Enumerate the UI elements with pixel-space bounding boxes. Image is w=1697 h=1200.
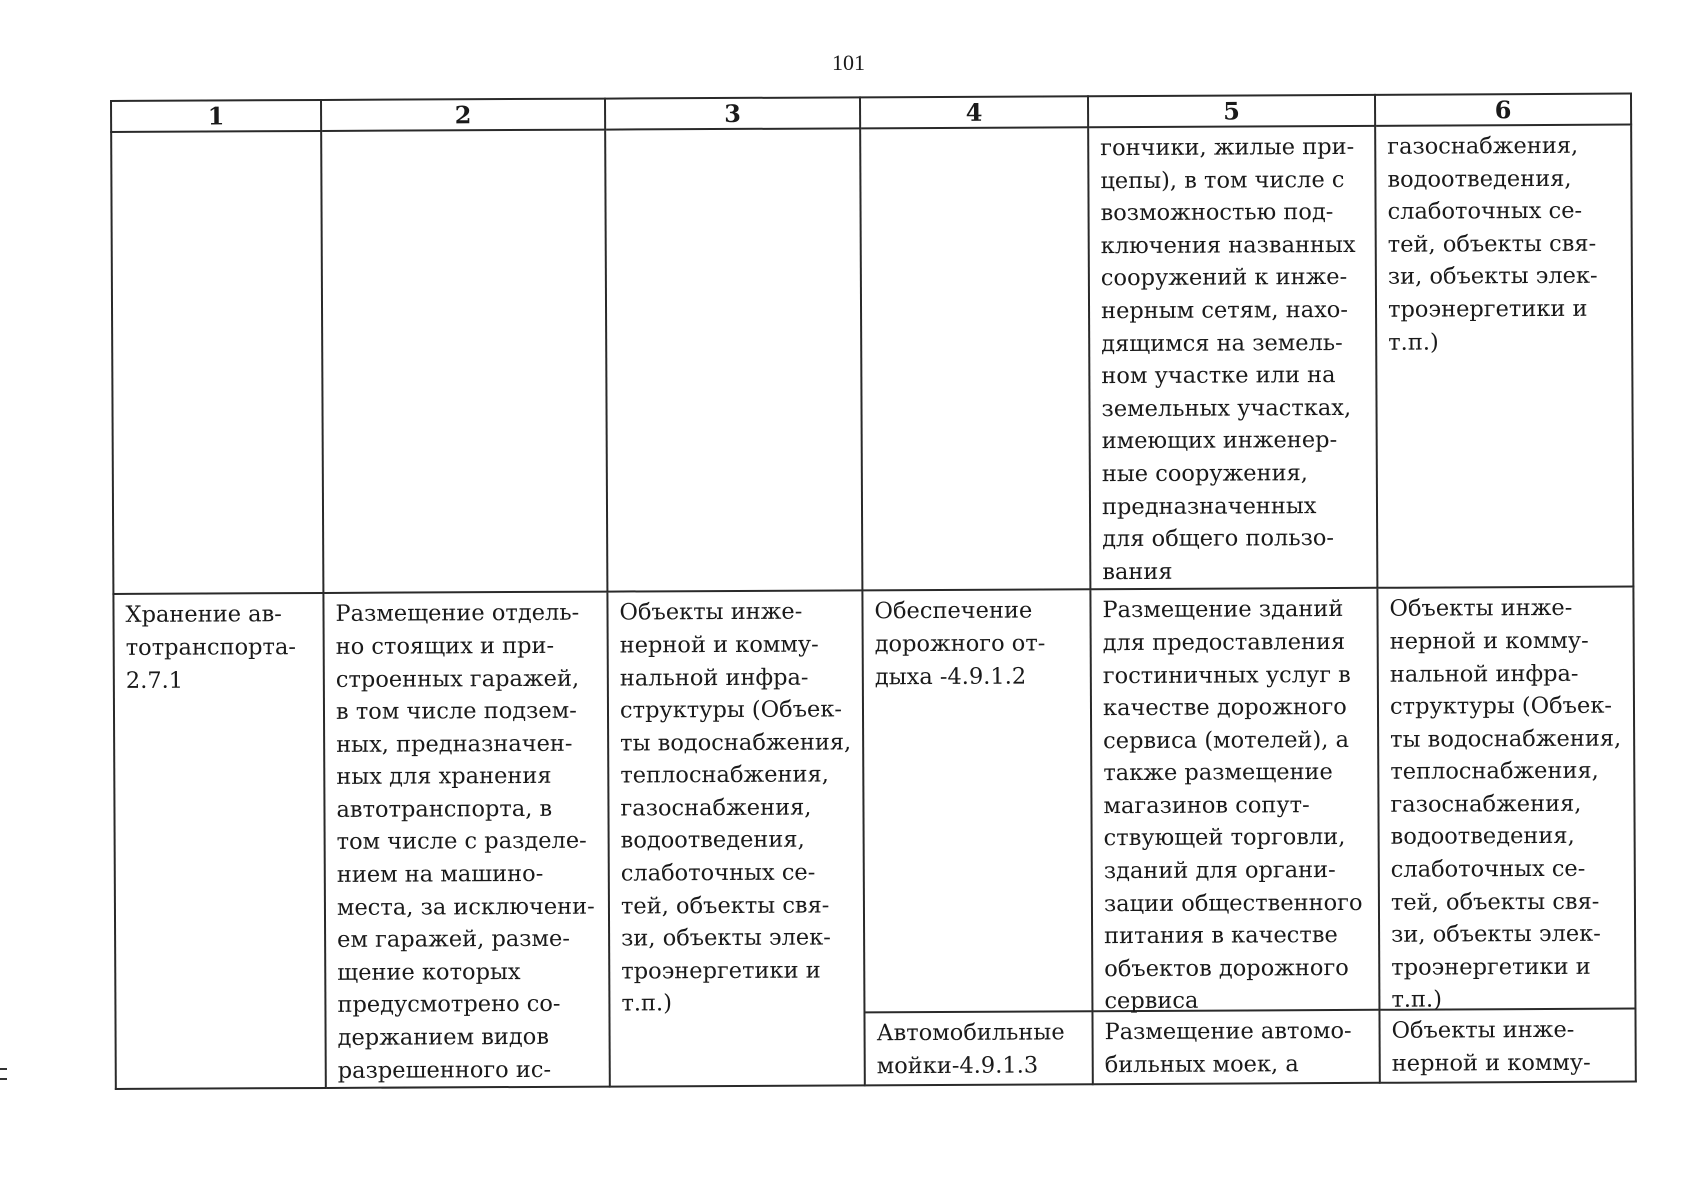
table-row	[111, 125, 1633, 595]
cell-text: гончики, жилые при- цепы), в том числе с возможностью под- ключения названных сооружений к инже- нерным сетям, нахо- дящимся на земель- ном участке или на земельных участках, имеющих инженер- ные сооружения, предназначенных для общего пользо- вания	[1100, 133, 1356, 585]
table-row	[113, 587, 1635, 1089]
table-cell	[113, 593, 325, 1089]
table-cell	[323, 592, 609, 1088]
margin-marks	[0, 1068, 7, 1088]
table-cell	[1375, 125, 1633, 589]
cell-text: Размещение автомо- бильных моек, а	[1104, 1018, 1352, 1079]
cell-text: Размещение отдель- но стоящих и при- строенных гаражей, в том числе подзем- ных, предназначен- ных для хранения автотранспорта, в том числе с разделе- нием на машино- места, за исключени- ем гаражей, разме- щение которых предусмотрено со- держанием видов разрешенного ис-	[335, 600, 595, 1084]
subrow-bottom	[1093, 1011, 1378, 1080]
column-header-1: 1	[111, 100, 321, 132]
table-cell	[1088, 126, 1377, 590]
subrow-top	[1091, 589, 1378, 1015]
column-header-2: 2	[321, 99, 605, 131]
table-cell	[860, 127, 1090, 590]
cell-text: Объекты инже- нерной и комму- нальной инфра- структуры (Объек- ты водоснабжения, теплоснабжения, газоснабжения, водоотведения, слаботочных се- тей, объекты свя- зи, объекты элек- троэнергетики и т.п.)	[619, 598, 852, 1017]
land-use-table	[110, 93, 1637, 1091]
cell-text	[322, 131, 604, 136]
cell-text	[112, 132, 320, 137]
cell-text: Размещение зданий для предоставления гостиничных услуг в качестве дорожного сервиса (мотелей), а также размещение магазинов сопут- ствующей торговли, зданий для органи- зации общественного питания в качестве объектов дорожного сервиса	[1102, 596, 1363, 1015]
table-cell-split	[862, 590, 1092, 1086]
cell-text	[861, 128, 1087, 133]
margin-mark	[0, 1078, 7, 1080]
subrow-bottom	[1380, 1010, 1634, 1079]
table-cell	[605, 128, 862, 592]
table-cell-split	[1090, 588, 1379, 1084]
column-header-5: 5	[1088, 95, 1375, 127]
subrow-top	[1378, 588, 1634, 1014]
subrow-top	[863, 591, 1091, 1014]
table-cell	[111, 131, 323, 594]
margin-mark	[0, 1068, 7, 1070]
subrow-bottom	[865, 1013, 1091, 1082]
cell-text: Обеспечение дорожного от- дыха -4.9.1.2	[874, 597, 1046, 690]
cell-text: Автомобильные мойки-4.9.1.3	[876, 1019, 1065, 1080]
table-cell	[321, 130, 607, 594]
cell-text: Объекты инже- нерной и комму- нальной инфра- структуры (Объек- ты водоснабжения, теплоснабжения, газоснабжения, водоотведения, слаботочных се- тей, объекты свя- зи, объекты элек- троэнергетики и т.п.)	[1389, 595, 1622, 1014]
cell-text	[606, 129, 859, 134]
cell-text: Хранение ав- тотранспорта- 2.7.1	[125, 601, 297, 694]
cell-text: Объекты инже- нерной и комму-	[1391, 1017, 1591, 1077]
table-cell-split	[1377, 587, 1635, 1083]
page-number: 101	[832, 50, 865, 75]
column-header-6: 6	[1375, 94, 1631, 126]
cell-text: газоснабжения, водоотведения, слаботочных се- тей, объекты свя- зи, объекты элек- троэнергетики и т.п.)	[1387, 132, 1598, 356]
document-sheet	[110, 93, 1635, 1095]
table-cell	[607, 591, 864, 1087]
column-header-4: 4	[860, 96, 1088, 128]
column-header-3: 3	[605, 97, 860, 129]
